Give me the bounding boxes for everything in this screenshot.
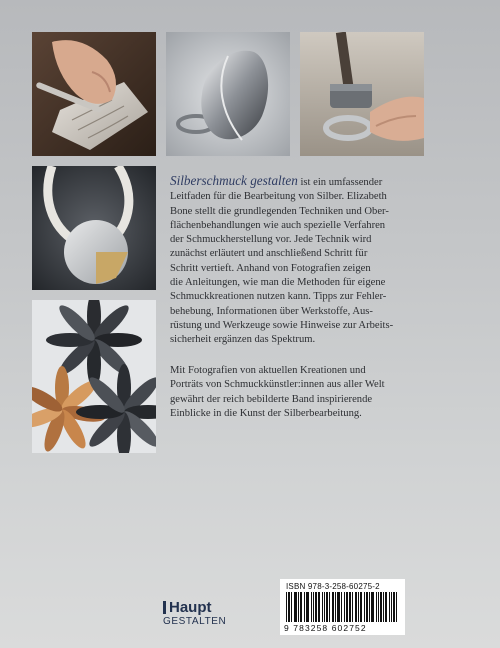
description-line: rüstung und Werkzeuge sowie Hinweise zur Arbeits- [170,319,394,331]
publisher-name: Haupt [169,598,212,616]
photo-pendant-necklace [32,166,156,290]
publisher-mark-icon [163,601,166,614]
description-line: gewährt der reich bebilderte Band inspirierende [170,393,373,405]
photo-silver-ring [166,32,290,156]
barcode-bars [286,592,398,622]
description-line: zunächst erläutert und anschließend Schritt für [170,248,368,260]
description-line: Einblicke in die Kunst der Silberbearbeitung. [170,407,362,419]
publisher-imprint: GESTALTEN [163,616,227,627]
description-line: Leitfaden für die Bearbeitung von Silber. Elizabeth [170,191,387,203]
photo-hammering-ring [300,32,424,156]
photo-hands-stamping-silver [32,32,156,156]
description-line: Mit Fotografien von aktuellen Kreationen und [170,365,366,376]
description-line: flächenbehandlungen wie auch spezielle Verfahren [170,219,386,231]
photo-metal-flowers [32,300,156,453]
book-description [170,174,432,348]
description-line: sicherheit ergänzen das Spektrum. [170,334,316,346]
description-line: Bone stellt die grundlegenden Techniken und Ober- [170,205,389,217]
isbn-barcode [280,579,405,635]
description-line: behebung, Informationen über Werkstoffe, Aus- [170,305,373,317]
isbn-label: ISBN 978-3-258-60275-2 [286,582,380,591]
description-line: ist ein umfassender [297,177,383,188]
book-title-inline: Silberschmuck gestalten [170,173,298,188]
description-line: Porträts von Schmuckkünstler:innen aus aller Welt [170,379,385,391]
description-line: Schritt vertieft. Anhand von Fotografien zeigen [170,262,371,274]
barcode-digits: 9 783258 602752 [284,623,367,633]
description-line: der Schmuckherstellung vor. Jede Technik wird [170,234,372,246]
publisher-logo [163,599,263,627]
description-line: die Anleitungen, wie man die Methoden für eigene [170,277,386,289]
description-line: Schmuckkreationen nutzen kann. Tipps zur Fehler- [170,291,387,303]
description-paragraph-2 [170,364,432,421]
